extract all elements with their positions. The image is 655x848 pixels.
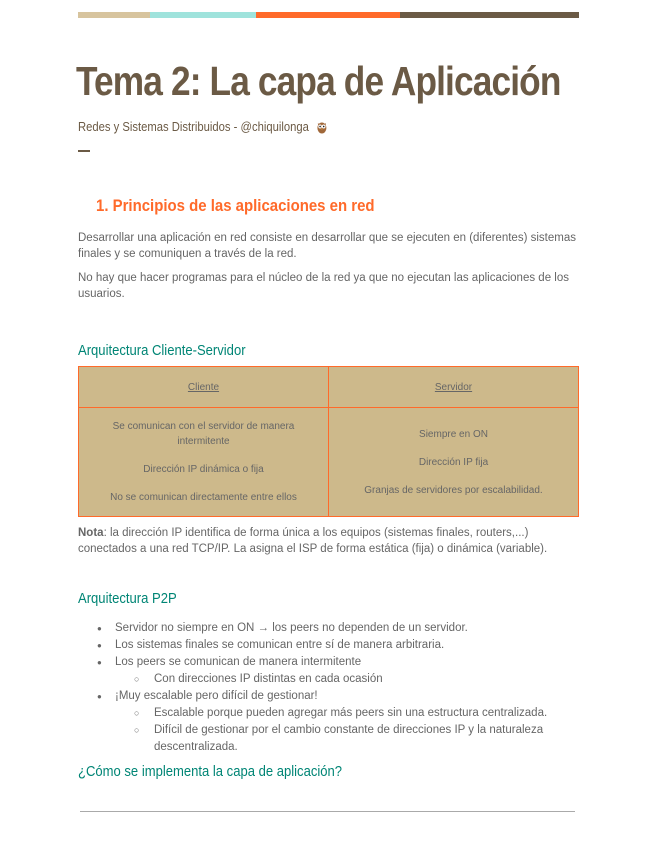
owl-icon [316,120,329,134]
table-header-cliente: Cliente [79,367,329,408]
sub-list-item: ○ Con direcciones IP distintas en cada ocasión [115,671,598,688]
note-label: Nota [78,527,104,539]
table-header-servidor: Servidor [329,367,579,408]
color-bar-segment [78,12,150,18]
list-item: ● Servidor no siempre en ON → los peers no dependen de un servidor. [78,620,598,637]
client-item: Dirección IP dinámica o fija [143,464,264,475]
document-subtitle [78,120,328,134]
p2p-list [78,620,598,756]
header-color-bar [78,12,579,18]
sub-list [115,671,598,688]
subtitle-text: Redes y Sistemas Distribuidos - @chiquilonga [78,120,309,134]
heading-p2p: Arquitectura P2P [78,591,177,607]
paragraph-nucleo: No hay que hacer programas para el núcleo de la red ya que no ejecutan las aplicaciones de los usuarios. [78,272,569,300]
client-item: Se comunican con el servidor de manera intermitente [112,421,295,447]
note-text: : la dirección IP identifica de forma única a los equipos (sistemas finales, routers,...) conectados a una red TCP/IP. La asigna el ISP de forma estática (fija) o dinámica (variable). [78,527,548,555]
sub-list [115,705,598,756]
footer-divider [80,811,575,812]
list-item-text: ¡Muy escalable pero difícil de gestionar! [115,690,318,702]
title-divider [78,150,90,152]
color-bar-segment [256,12,400,18]
sub-list-item: ○ Difícil de gestionar por el cambio constante de direcciones IP y la naturaleza descentralizada. [115,722,598,756]
paragraph-desarrollo: Desarrollar una aplicación en red consiste en desarrollar que se ejecuten en (diferentes) sistemas finales y se comuniquen a través de la red. [78,232,576,260]
client-item: No se comunican directamente entre ellos [110,492,297,503]
server-item: Siempre en ON [419,428,488,440]
heading-cliente-servidor: Arquitectura Cliente-Servidor [78,343,246,359]
server-item: Dirección IP fija [418,456,489,468]
list-item: ● Los sistemas finales se comunican entre sí de manera arbitraria. [78,637,598,654]
list-item [78,654,598,688]
color-bar-segment [400,12,579,18]
list-item-text: Los peers se comunican de manera intermitente [115,656,362,668]
list-item [78,688,598,756]
sub-list-item: ○ Escalable porque pueden agregar más peers sin una estructura centralizada. [115,705,598,722]
server-item: Granjas de servidores por escalabilidad. [364,484,543,496]
server-column-cell [329,408,579,517]
client-server-table [78,366,579,517]
note-paragraph [78,525,578,557]
heading-implementacion: ¿Cómo se implementa la capa de aplicación? [78,764,343,780]
document-title: Tema 2: La capa de Aplicación [76,58,561,104]
client-column-cell [79,408,329,517]
section-heading-principios: 1. Principios de las aplicaciones en red [96,196,375,215]
color-bar-segment [150,12,256,18]
